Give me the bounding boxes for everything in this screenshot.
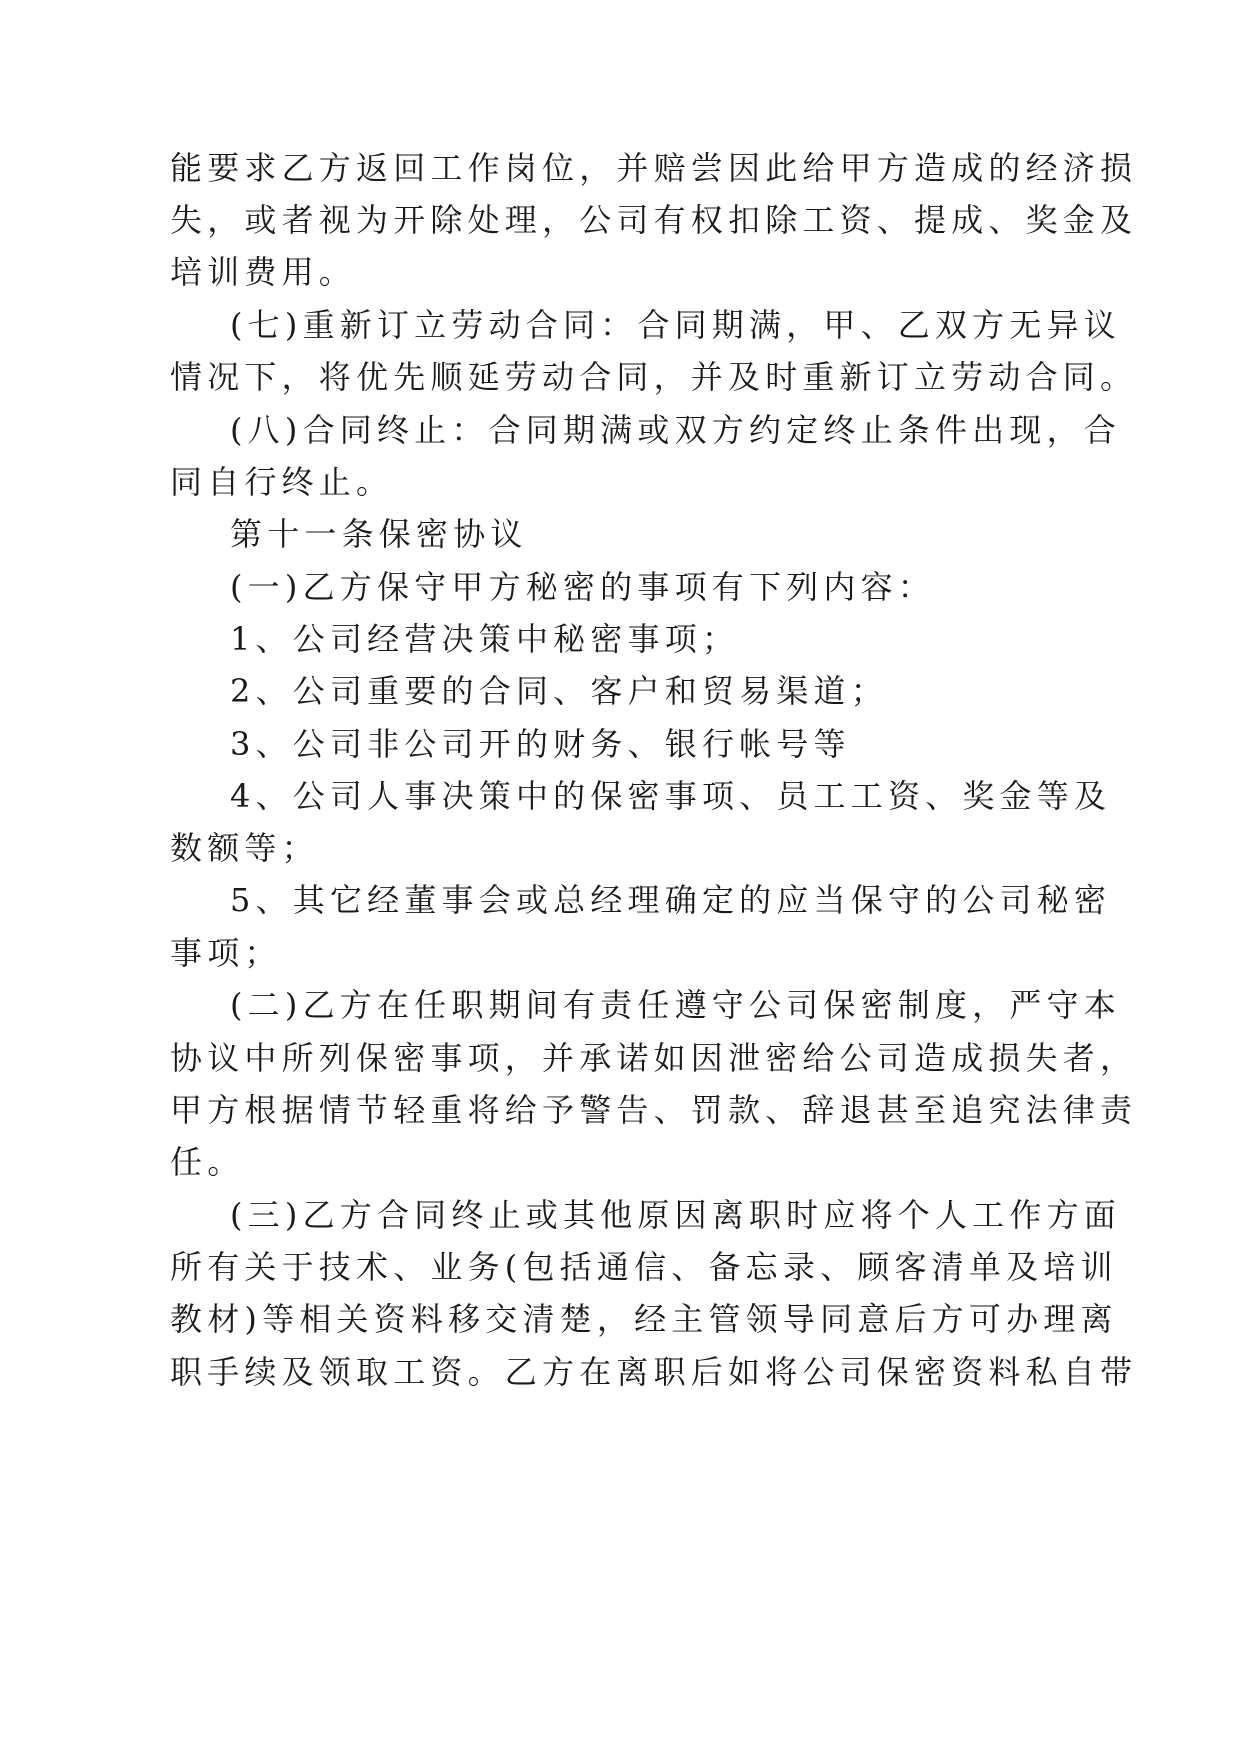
text-line: (一)乙方保守甲方秘密的事项有下列内容： [230, 568, 935, 606]
text-line: (三)乙方合同终止或其他原因离职时应将个人工作方面 [230, 1196, 1121, 1234]
text-line: 同自行终止。 [170, 463, 394, 501]
text-line: (二)乙方在任职期间有责任遵守公司保密制度，严守本 [230, 986, 1121, 1024]
text-line: 数额等； [170, 829, 319, 867]
text-line: 教材)等相关资料移交清楚，经主管领导同意后方可办理离 [170, 1300, 1118, 1338]
list-item: 5、其它经董事会或总经理确定的应当保守的公司秘密 [230, 881, 1112, 919]
text-line: 任。 [170, 1143, 245, 1181]
text-line: (七)重新订立劳动合同：合同期满，甲、乙双方无异议 [230, 306, 1121, 344]
list-item: 1、公司经营决策中秘密事项； [230, 620, 740, 658]
text-line: 协议中所列保密事项，并承诺如因泄密给公司造成损失者， [170, 1039, 1138, 1077]
list-item: 3、公司非公司开的财务、银行帐号等 [230, 725, 851, 763]
list-item: 2、公司重要的合同、客户和贸易渠道； [230, 672, 888, 710]
text-line: 情况下，将优先顺延劳动合同，并及时重新订立劳动合同。 [170, 358, 1138, 396]
text-line: 失，或者视为开除处理，公司有权扣除工资、提成、奖金及 [170, 201, 1138, 239]
text-line: 事项； [170, 934, 282, 972]
text-line: 所有关于技术、业务(包括通信、备忘录、顾客清单及培训 [170, 1248, 1118, 1286]
text-line: 能要求乙方返回工作岗位，并赔尝因此给甲方造成的经济损 [170, 149, 1138, 187]
text-line: (八)合同终止：合同期满或双方约定终止条件出现，合 [230, 411, 1121, 449]
text-line: 甲方根据情节轻重将给予警告、罚款、辞退甚至追究法律责 [170, 1091, 1138, 1129]
list-item: 4、公司人事决策中的保密事项、员工工资、奖金等及 [230, 777, 1112, 815]
text-line: 职手续及领取工资。乙方在离职后如将公司保密资料私自带 [170, 1353, 1138, 1391]
section-heading: 第十一条保密协议 [230, 515, 528, 553]
text-line: 培训费用。 [170, 253, 357, 291]
